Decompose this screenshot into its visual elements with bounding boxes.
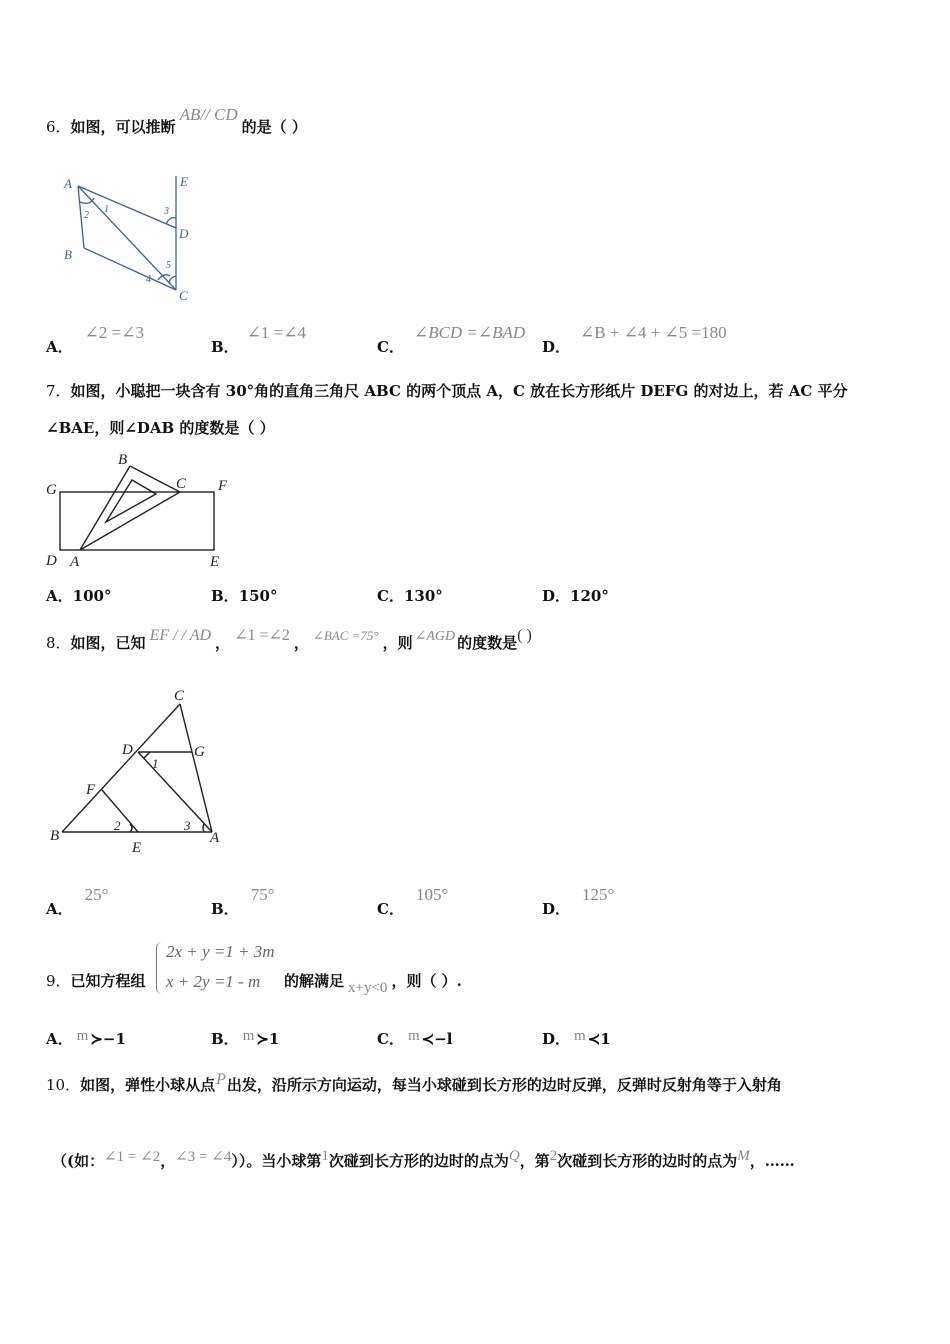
- q6-arc-3: [166, 218, 176, 224]
- q10-point-q: Q: [508, 1148, 520, 1164]
- q7-label-b: B: [118, 452, 128, 468]
- q7-label-e: E: [210, 554, 220, 570]
- q6-arc-2: [80, 198, 94, 203]
- q9-lead: [46, 970, 146, 991]
- q6-option-d-label: D．: [542, 338, 571, 356]
- q8-option-a[interactable]: [46, 884, 109, 918]
- q9-option-d[interactable]: [542, 1028, 611, 1049]
- q7-option-c-label: C．: [377, 587, 404, 605]
- q7-text-1: 如图，小聪把一块含有 30°角的直角三角尺 ABC 的两个顶点 A，C 放在长方形纸片 DEFG 的对边上，若 AC 平分: [70, 382, 848, 400]
- q6-text-before: 如图，可以推断: [70, 118, 176, 136]
- q9-option-a[interactable]: [46, 1028, 126, 1049]
- q6-option-b-label: B．: [211, 338, 239, 356]
- q10-text-1b: 出发，沿所示方向运动，每当小球碰到长方形的边时反弹，反弹时反射角等于入射角: [226, 1076, 782, 1094]
- q7-option-a-label: A．: [46, 587, 73, 605]
- q10-comma: ，: [160, 1152, 176, 1170]
- q8-stem: [46, 627, 532, 653]
- q8-option-d[interactable]: [542, 884, 615, 918]
- q7-option-d-value: 120°: [570, 587, 609, 605]
- q8-option-b-label: B．: [211, 900, 239, 918]
- q8-num-3: 3: [184, 818, 191, 833]
- q7-option-c-value: 130°: [403, 587, 443, 605]
- q10-text-2f: ，……: [749, 1152, 795, 1170]
- q10-text-2d: ，第: [519, 1152, 550, 1170]
- q9-option-a-m: m: [76, 1028, 89, 1044]
- q9-option-c-m: m: [407, 1028, 420, 1044]
- q6-label-d: D: [179, 226, 189, 241]
- q9-brace: [156, 942, 163, 994]
- q9-option-a-rel: ≻−1: [90, 1030, 126, 1048]
- q7-option-a[interactable]: [46, 585, 111, 606]
- q6-math: AB// CD: [179, 105, 238, 124]
- q6-num-1: 1: [104, 204, 109, 215]
- q10-number: 10．: [46, 1076, 81, 1094]
- q8-label-c: C: [174, 688, 185, 704]
- q6-label-c: C: [179, 288, 188, 303]
- q9-option-d-label: D．: [542, 1030, 571, 1048]
- q7-option-a-value: 100°: [72, 587, 112, 605]
- q6-line-ad: [78, 186, 176, 228]
- q7-tri-inner: [106, 480, 156, 522]
- q10-example-1: ∠1 = ∠2: [104, 1149, 161, 1165]
- q9-tail: [284, 970, 462, 996]
- q8-label-b: B: [50, 828, 60, 844]
- q8-math-4: ∠AGD: [414, 629, 456, 644]
- q8-line-da: [138, 752, 212, 832]
- q8-label-d: D: [122, 742, 133, 758]
- q8-line-ca: [180, 704, 212, 832]
- q6-number: 6．: [46, 118, 71, 136]
- q8-math-3: ∠BAC =75°: [312, 628, 379, 643]
- q8-arc-3: [203, 824, 204, 832]
- q9-option-a-label: A．: [46, 1030, 73, 1048]
- q8-option-c-label: C．: [377, 900, 404, 918]
- q7-figure: [44, 450, 244, 575]
- q8-option-b-value: 75°: [250, 885, 275, 904]
- q8-text-1: 如图，已知: [70, 634, 146, 652]
- q9-eq2: x + 2y =1 - m: [166, 972, 261, 991]
- q8-num-2: 2: [114, 818, 121, 833]
- q9-text-2: 的解满足: [284, 972, 345, 990]
- q6-option-b[interactable]: [211, 322, 307, 356]
- q6-num-5: 5: [166, 260, 171, 271]
- q8-label-a: A: [210, 830, 220, 846]
- q6-label-e: E: [180, 174, 188, 189]
- q7-option-c[interactable]: [377, 585, 443, 606]
- q8-sep-1: ，: [215, 634, 231, 652]
- q8-math-2: ∠1 =∠2: [234, 627, 290, 644]
- q9-number: 9．: [46, 972, 71, 990]
- q9-option-b-label: B．: [211, 1030, 239, 1048]
- q9-option-d-rel: ≺1: [587, 1030, 611, 1048]
- q7-tri-ac: [80, 492, 180, 550]
- q6-num-4: 4: [146, 274, 151, 285]
- q6-stem: [46, 105, 307, 137]
- q9-eq1: 2x + y =1 + 3m: [166, 942, 275, 961]
- q8-math-1: EF / / AD: [149, 627, 212, 644]
- q7-label-f: F: [218, 478, 228, 494]
- q9-text-3: ，则（ ）.: [391, 972, 462, 990]
- q6-option-d[interactable]: [542, 322, 727, 356]
- q7-label-c: C: [176, 476, 187, 492]
- q10-line1: [46, 1071, 782, 1095]
- q6-option-a[interactable]: [46, 322, 144, 356]
- q9-option-b-rel: ≻1: [256, 1030, 280, 1048]
- q8-option-d-label: D．: [542, 900, 571, 918]
- q6-num-3: 3: [164, 206, 169, 217]
- q7-option-b-value: 150°: [238, 587, 278, 605]
- q10-point-m: M: [737, 1148, 750, 1164]
- q8-text-3: 的度数是: [457, 634, 518, 652]
- q8-figure: [46, 682, 236, 857]
- q8-label-g: G: [194, 744, 205, 760]
- q7-label-g: G: [46, 482, 57, 498]
- q7-line2: ∠BAE，则∠DAB 的度数是（ ）: [46, 419, 275, 437]
- q8-number: 8．: [46, 634, 71, 652]
- q6-label-a: A: [64, 176, 72, 191]
- q10-text-2b: ））。当小球第: [231, 1152, 322, 1170]
- q7-line1: [46, 380, 848, 401]
- q7-tri-bc: [130, 466, 180, 492]
- q8-num-1: 1: [152, 756, 159, 771]
- q9-option-c-label: C．: [377, 1030, 404, 1048]
- q6-option-c-value: ∠BCD =∠BAD: [413, 323, 526, 342]
- q7-option-d-label: D．: [542, 587, 571, 605]
- q8-arc-1: [144, 752, 150, 758]
- q8-option-b[interactable]: [211, 884, 275, 918]
- q6-option-d-value: ∠B + ∠4 + ∠5 =180: [580, 323, 727, 342]
- q8-label-e: E: [132, 840, 142, 856]
- q10-num-1: 1: [321, 1148, 329, 1164]
- q6-option-a-value: ∠2 =∠3: [84, 323, 144, 342]
- q7-option-b[interactable]: [211, 585, 278, 606]
- q6-option-b-value: ∠1 =∠4: [246, 323, 307, 342]
- q6-line-ac: [78, 186, 176, 290]
- q7-tri-ab: [80, 466, 130, 550]
- q8-sep-2: ，: [293, 634, 309, 652]
- q8-option-a-label: A．: [46, 900, 73, 918]
- q8-option-d-value: 125°: [582, 885, 615, 904]
- q10-text-1a: 如图，弹性小球从点: [80, 1076, 216, 1094]
- q6-option-c[interactable]: [377, 322, 526, 356]
- q8-arc-2: [130, 824, 132, 832]
- q10-text-2a: （(如：: [52, 1152, 105, 1170]
- q6-arc-5: [170, 276, 176, 284]
- q8-option-c-value: 105°: [415, 885, 449, 904]
- q7-label-d: D: [46, 553, 57, 569]
- q8-text-2: ，则: [382, 634, 413, 652]
- q7-option-d[interactable]: [542, 585, 609, 606]
- q6-label-b: B: [64, 247, 72, 262]
- q9-option-c-rel: ≺−l: [421, 1030, 453, 1048]
- q7-number: 7．: [46, 382, 71, 400]
- q10-text-2c: 次碰到长方形的边时的点为: [328, 1152, 509, 1170]
- q10-example-2: ∠3 = ∠4: [175, 1149, 232, 1165]
- q10-num-2: 2: [549, 1148, 558, 1164]
- q10-text-2e: 次碰到长方形的边时的点为: [557, 1152, 738, 1170]
- q8-option-a-value: 25°: [84, 885, 109, 904]
- q6-option-c-label: C．: [377, 338, 404, 356]
- q6-option-a-label: A．: [46, 338, 73, 356]
- q10-line2: [52, 1150, 795, 1171]
- q9-text-1: 已知方程组: [70, 972, 146, 990]
- q8-label-f: F: [86, 782, 96, 798]
- q6-text-after: 的是（ ）: [241, 118, 307, 136]
- q7-rect-defg: [60, 492, 214, 550]
- q8-option-c[interactable]: [377, 884, 449, 918]
- q9-cond: x+y<0: [348, 980, 388, 996]
- q10-point-p: P: [216, 1071, 226, 1088]
- q7-option-b-label: B．: [211, 587, 239, 605]
- q9-option-c[interactable]: [377, 1028, 452, 1049]
- q6-figure: [58, 168, 208, 303]
- q9-option-b[interactable]: [211, 1028, 279, 1049]
- q6-line-bc: [84, 248, 176, 290]
- q8-paren: ( ): [517, 627, 532, 644]
- q6-num-2: 2: [84, 210, 89, 221]
- q9-option-b-m: m: [242, 1028, 255, 1044]
- q7-label-a: A: [70, 554, 80, 570]
- q9-option-d-m: m: [574, 1028, 586, 1044]
